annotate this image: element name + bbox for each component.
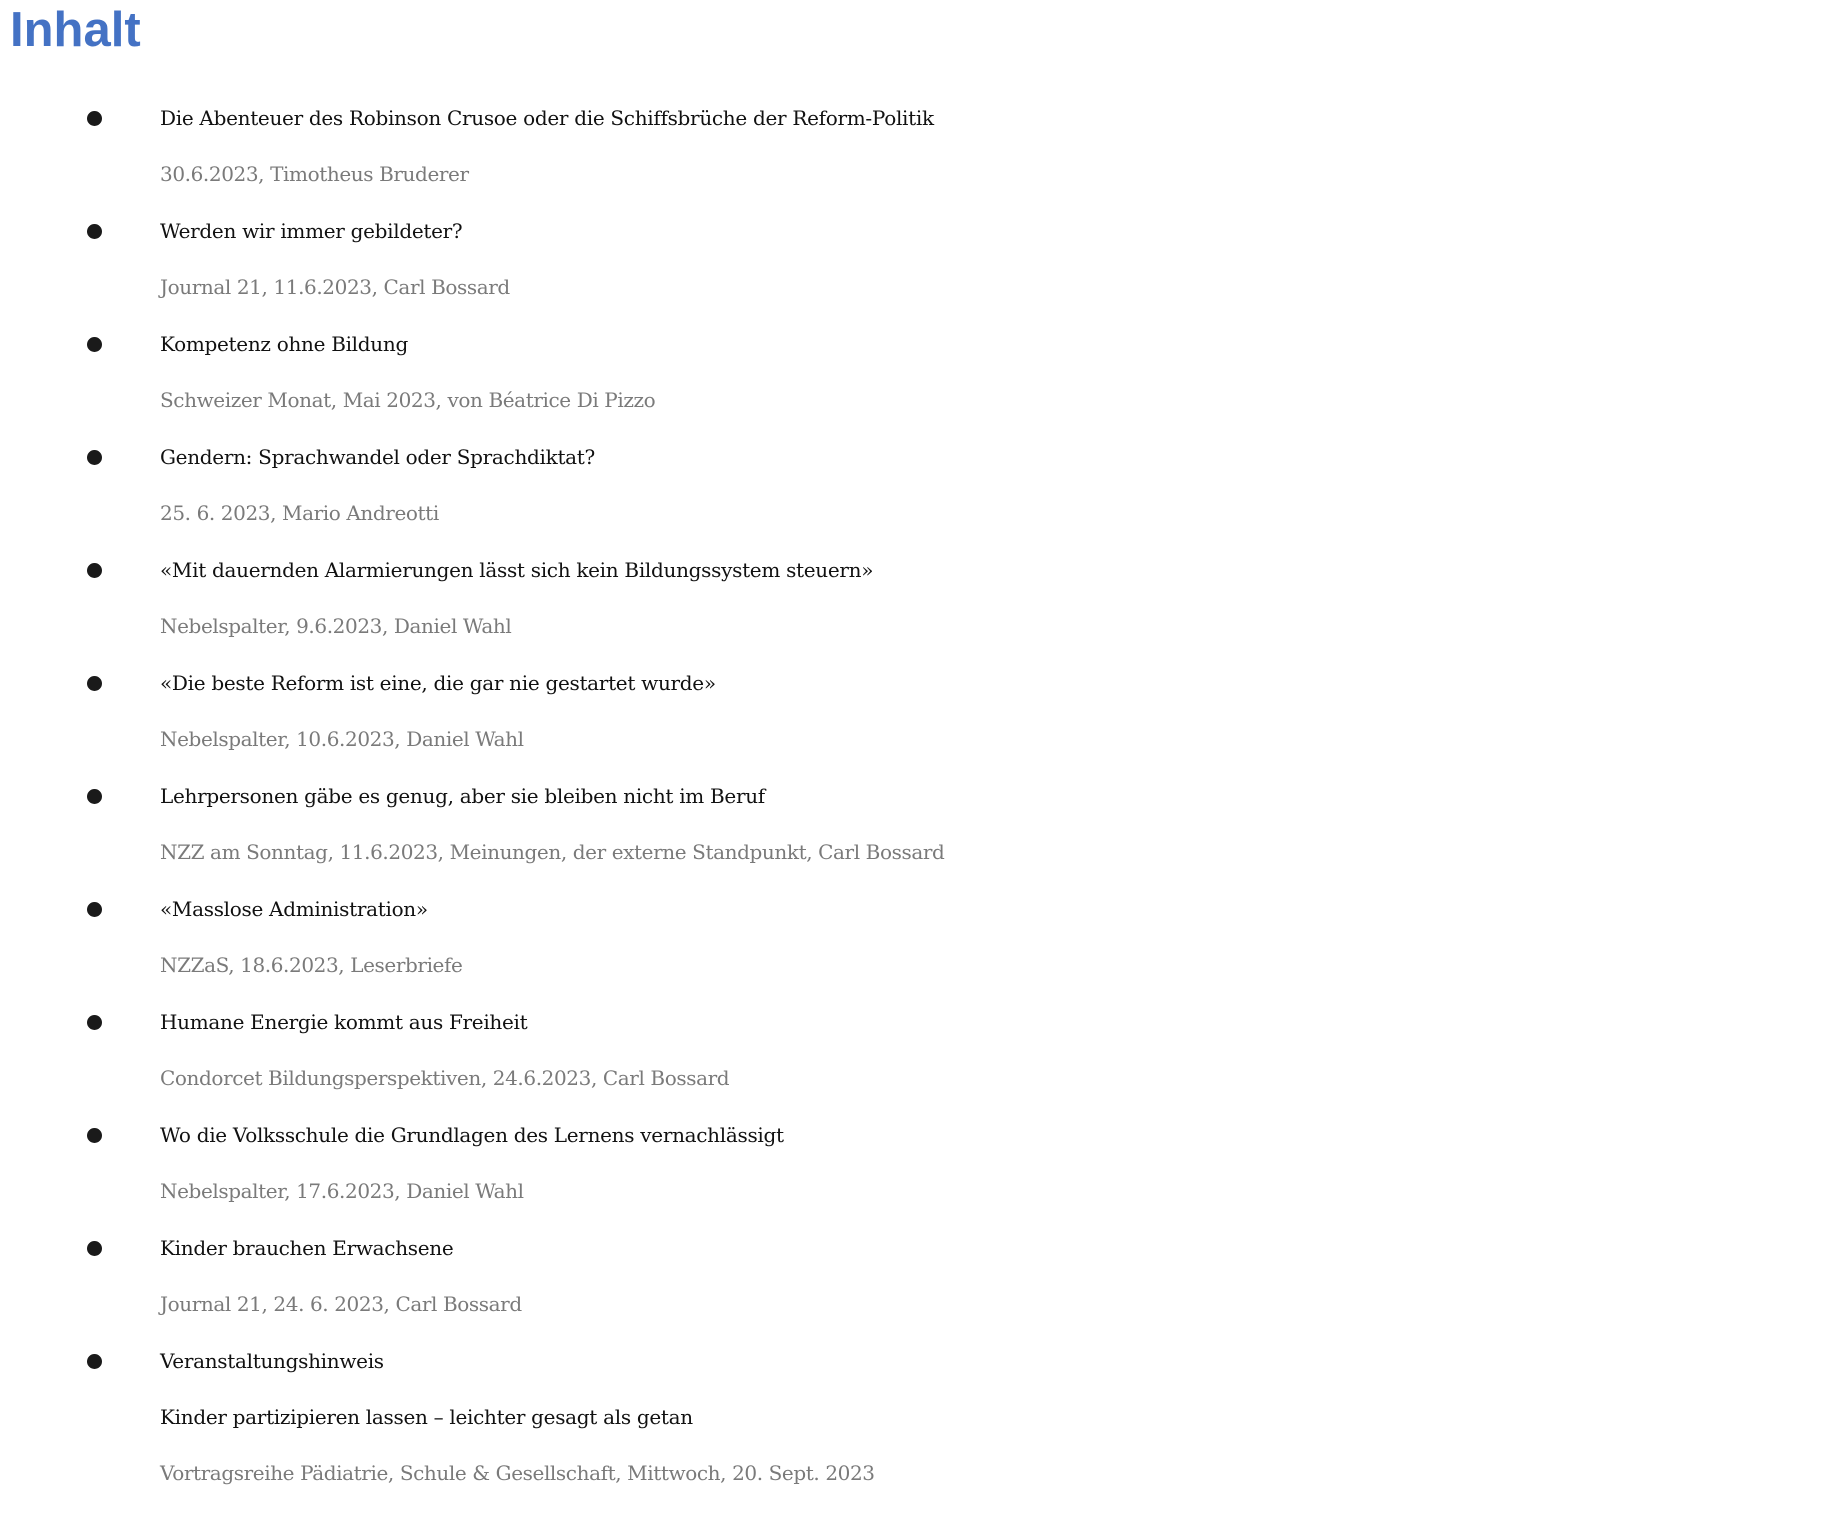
bullet-icon xyxy=(87,789,102,804)
toc-entry-meta: Nebelspalter, 10.6.2023, Daniel Wahl xyxy=(160,727,524,751)
toc-entry-title[interactable]: «Mit dauernden Alarmierungen lässt sich kein Bildungssystem steuern» xyxy=(160,558,874,582)
toc-entry[interactable] xyxy=(0,1333,1833,1501)
bullet-icon xyxy=(87,676,102,691)
toc-entry-title[interactable]: Humane Energie kommt aus Freiheit xyxy=(160,1010,528,1034)
bullet-icon xyxy=(87,111,102,126)
toc-entry[interactable] xyxy=(0,768,1833,880)
bullet-icon xyxy=(87,563,102,578)
toc-entry-title[interactable]: Kinder brauchen Erwachsene xyxy=(160,1236,454,1260)
toc-entry[interactable] xyxy=(0,1107,1833,1219)
toc-entry-title[interactable]: «Die beste Reform ist eine, die gar nie gestartet wurde» xyxy=(160,671,716,695)
bullet-icon xyxy=(87,902,102,917)
bullet-icon xyxy=(87,1128,102,1143)
toc-heading: Inhalt xyxy=(10,3,141,57)
toc-entry-meta: NZZaS, 18.6.2023, Leserbriefe xyxy=(160,953,463,977)
toc-entry[interactable] xyxy=(0,542,1833,654)
toc-entry-meta: Journal 21, 11.6.2023, Carl Bossard xyxy=(160,275,510,299)
bullet-icon xyxy=(87,224,102,239)
bullet-icon xyxy=(87,1015,102,1030)
toc-entry-title[interactable]: Lehrpersonen gäbe es genug, aber sie bleiben nicht im Beruf xyxy=(160,784,765,808)
toc-entry-title[interactable]: Wo die Volksschule die Grundlagen des Lernens vernachlässigt xyxy=(160,1123,784,1147)
toc-entry[interactable] xyxy=(0,1220,1833,1332)
toc-entry-meta: Condorcet Bildungsperspektiven, 24.6.2023, Carl Bossard xyxy=(160,1066,730,1090)
toc-entry-title[interactable]: Gendern: Sprachwandel oder Sprachdiktat? xyxy=(160,445,595,469)
toc-entry[interactable] xyxy=(0,881,1833,993)
toc-entry[interactable] xyxy=(0,994,1833,1106)
bullet-icon xyxy=(87,337,102,352)
toc-entry-title[interactable]: Veranstaltungshinweis xyxy=(160,1349,384,1373)
bullet-icon xyxy=(87,450,102,465)
toc-entry-meta: Vortragsreihe Pädiatrie, Schule & Gesellschaft, Mittwoch, 20. Sept. 2023 xyxy=(160,1461,875,1485)
toc-entry[interactable] xyxy=(0,203,1833,315)
toc-entry-meta: Schweizer Monat, Mai 2023, von Béatrice Di Pizzo xyxy=(160,388,656,412)
toc-entry-meta: Journal 21, 24. 6. 2023, Carl Bossard xyxy=(160,1292,522,1316)
bullet-icon xyxy=(87,1354,102,1369)
toc-list xyxy=(0,90,1833,1501)
toc-entry-meta: 25. 6. 2023, Mario Andreotti xyxy=(160,501,439,525)
bullet-icon xyxy=(87,1241,102,1256)
toc-entry-title[interactable]: «Masslose Administration» xyxy=(160,897,428,921)
toc-entry-meta: NZZ am Sonntag, 11.6.2023, Meinungen, der externe Standpunkt, Carl Bossard xyxy=(160,840,945,864)
toc-entry-meta: Nebelspalter, 9.6.2023, Daniel Wahl xyxy=(160,614,512,638)
toc-entry-title[interactable]: Werden wir immer gebildeter? xyxy=(160,219,463,243)
toc-entry-title[interactable]: Die Abenteuer des Robinson Crusoe oder die Schiffsbrüche der Reform-Politik xyxy=(160,106,934,130)
toc-entry-meta: 30.6.2023, Timotheus Bruderer xyxy=(160,162,469,186)
toc-entry[interactable] xyxy=(0,429,1833,541)
toc-entry[interactable] xyxy=(0,655,1833,767)
toc-entry-title[interactable]: Kompetenz ohne Bildung xyxy=(160,332,408,356)
toc-entry-subtitle[interactable]: Kinder partizipieren lassen – leichter gesagt als getan xyxy=(160,1405,693,1429)
toc-entry-meta: Nebelspalter, 17.6.2023, Daniel Wahl xyxy=(160,1179,524,1203)
toc-entry[interactable] xyxy=(0,90,1833,202)
toc-entry[interactable] xyxy=(0,316,1833,428)
